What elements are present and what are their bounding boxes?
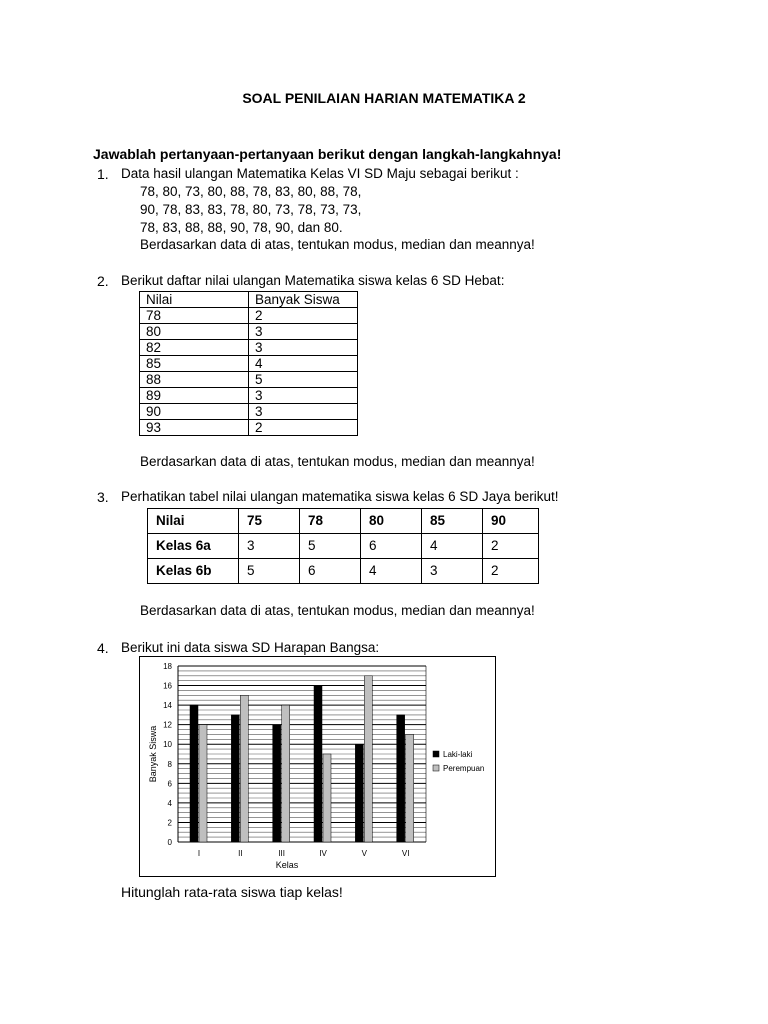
y-tick-label: 12 (163, 720, 172, 730)
y-axis-label: Banyak Siswa (148, 725, 158, 783)
q4-intro: Berikut ini data siswa SD Harapan Bangsa: (121, 640, 380, 655)
bar-laki-laki (231, 715, 239, 842)
bar-perempuan (199, 725, 207, 842)
table-cell: 2 (483, 559, 539, 584)
q1-line-2: 78, 80, 73, 80, 88, 78, 83, 80, 88, 78, (140, 184, 362, 199)
table-cell: 3 (239, 534, 300, 559)
bar-laki-laki (397, 715, 405, 842)
table-cell: 5 (300, 534, 361, 559)
q2-intro: Berikut daftar nilai ulangan Matematika siswa kelas 6 SD Hebat: (121, 273, 505, 288)
bar-chart-svg (140, 657, 495, 876)
table-cell: 5 (239, 559, 300, 584)
table-cell: 3 (249, 340, 358, 356)
q3-table (147, 508, 539, 584)
table-row (140, 340, 358, 356)
q1-line-1: Data hasil ulangan Matematika Kelas VI SD Maju sebagai berikut : (121, 166, 519, 181)
q4-question: Hitunglah rata-rata siswa tiap kelas! (121, 884, 343, 900)
x-tick-label: II (238, 849, 243, 858)
table-cell: 3 (249, 324, 358, 340)
table-header-cell: 80 (361, 509, 422, 534)
bar-laki-laki (190, 705, 198, 842)
y-tick-label: 16 (163, 681, 172, 691)
x-tick-label: IV (319, 849, 327, 858)
x-axis-label: Kelas (275, 860, 299, 870)
table-row (140, 372, 358, 388)
bar-perempuan (406, 734, 414, 842)
table-row-label: Kelas 6b (148, 559, 239, 584)
table-row (140, 404, 358, 420)
table-row (140, 388, 358, 404)
table-cell: 6 (300, 559, 361, 584)
table-cell: 3 (249, 404, 358, 420)
instruction: Jawablah pertanyaan-pertanyaan berikut dengan langkah-langkahnya! (93, 146, 562, 162)
bar-laki-laki (314, 686, 322, 842)
legend-label: Perempuan (443, 764, 485, 773)
table-header-cell: Nilai (140, 292, 249, 308)
table-row (148, 559, 539, 584)
table-header-cell: 85 (422, 509, 483, 534)
table-cell: 85 (140, 356, 249, 372)
table-row (140, 324, 358, 340)
y-tick-label: 0 (167, 838, 172, 847)
table-cell: 3 (249, 388, 358, 404)
table-row (140, 308, 358, 324)
table-header-row (140, 292, 358, 308)
y-tick-label: 10 (163, 740, 172, 750)
q1-line-3: 90, 78, 83, 83, 78, 80, 73, 78, 73, 73, (140, 202, 362, 217)
x-tick-label: V (361, 849, 368, 858)
q1-question: Berdasarkan data di atas, tentukan modus, median dan meannya! (140, 237, 535, 252)
bar-perempuan (323, 754, 331, 842)
table-row-label: Kelas 6a (148, 534, 239, 559)
table-cell: 2 (249, 420, 358, 436)
table-cell: 4 (249, 356, 358, 372)
bar-perempuan (282, 705, 290, 842)
q1-line-4: 78, 83, 88, 88, 90, 78, 90, dan 80. (140, 220, 343, 235)
q2-table (139, 291, 358, 436)
table-cell: 88 (140, 372, 249, 388)
x-tick-label: I (197, 849, 201, 858)
bar-laki-laki (273, 725, 281, 842)
q4-number: 4. (97, 640, 109, 656)
table-header-cell: 78 (300, 509, 361, 534)
y-tick-label: 18 (163, 662, 172, 671)
table-cell: 80 (140, 324, 249, 340)
table-cell: 82 (140, 340, 249, 356)
bar-laki-laki (355, 744, 363, 842)
x-tick-label: VI (401, 849, 410, 858)
y-tick-label: 2 (167, 818, 172, 828)
y-tick-label: 4 (167, 798, 172, 808)
table-cell: 90 (140, 404, 249, 420)
table-header-cell: 90 (483, 509, 539, 534)
table-header-cell: 75 (239, 509, 300, 534)
page-title: SOAL PENILAIAN HARIAN MATEMATIKA 2 (242, 90, 526, 106)
table-header-cell: Nilai (148, 509, 239, 534)
table-cell: 89 (140, 388, 249, 404)
bar-chart (139, 656, 496, 877)
table-row (148, 534, 539, 559)
q3-intro: Perhatikan tabel nilai ulangan matematika siswa kelas 6 SD Jaya berikut! (121, 489, 559, 504)
table-header-cell: Banyak Siswa (249, 292, 358, 308)
table-row (140, 356, 358, 372)
table-row (140, 420, 358, 436)
bar-perempuan (240, 695, 248, 842)
table-cell: 5 (249, 372, 358, 388)
legend-swatch (433, 765, 439, 771)
q1-number: 1. (97, 166, 109, 182)
y-tick-label: 6 (167, 779, 172, 789)
legend-label: Laki-laki (443, 750, 473, 759)
table-cell: 4 (422, 534, 483, 559)
bar-perempuan (364, 676, 372, 842)
table-header-row (148, 509, 539, 534)
table-cell: 6 (361, 534, 422, 559)
q2-number: 2. (97, 273, 109, 289)
table-cell: 2 (483, 534, 539, 559)
y-tick-label: 14 (163, 701, 172, 711)
table-cell: 78 (140, 308, 249, 324)
q2-question: Berdasarkan data di atas, tentukan modus, median dan meannya! (140, 454, 535, 469)
table-cell: 3 (422, 559, 483, 584)
table-cell: 4 (361, 559, 422, 584)
table-cell: 93 (140, 420, 249, 436)
x-tick-label: III (278, 849, 286, 858)
table-cell: 2 (249, 308, 358, 324)
q3-number: 3. (97, 489, 109, 505)
legend-swatch (433, 751, 439, 757)
q3-question: Berdasarkan data di atas, tentukan modus, median dan meannya! (140, 603, 535, 618)
y-tick-label: 8 (167, 759, 172, 769)
